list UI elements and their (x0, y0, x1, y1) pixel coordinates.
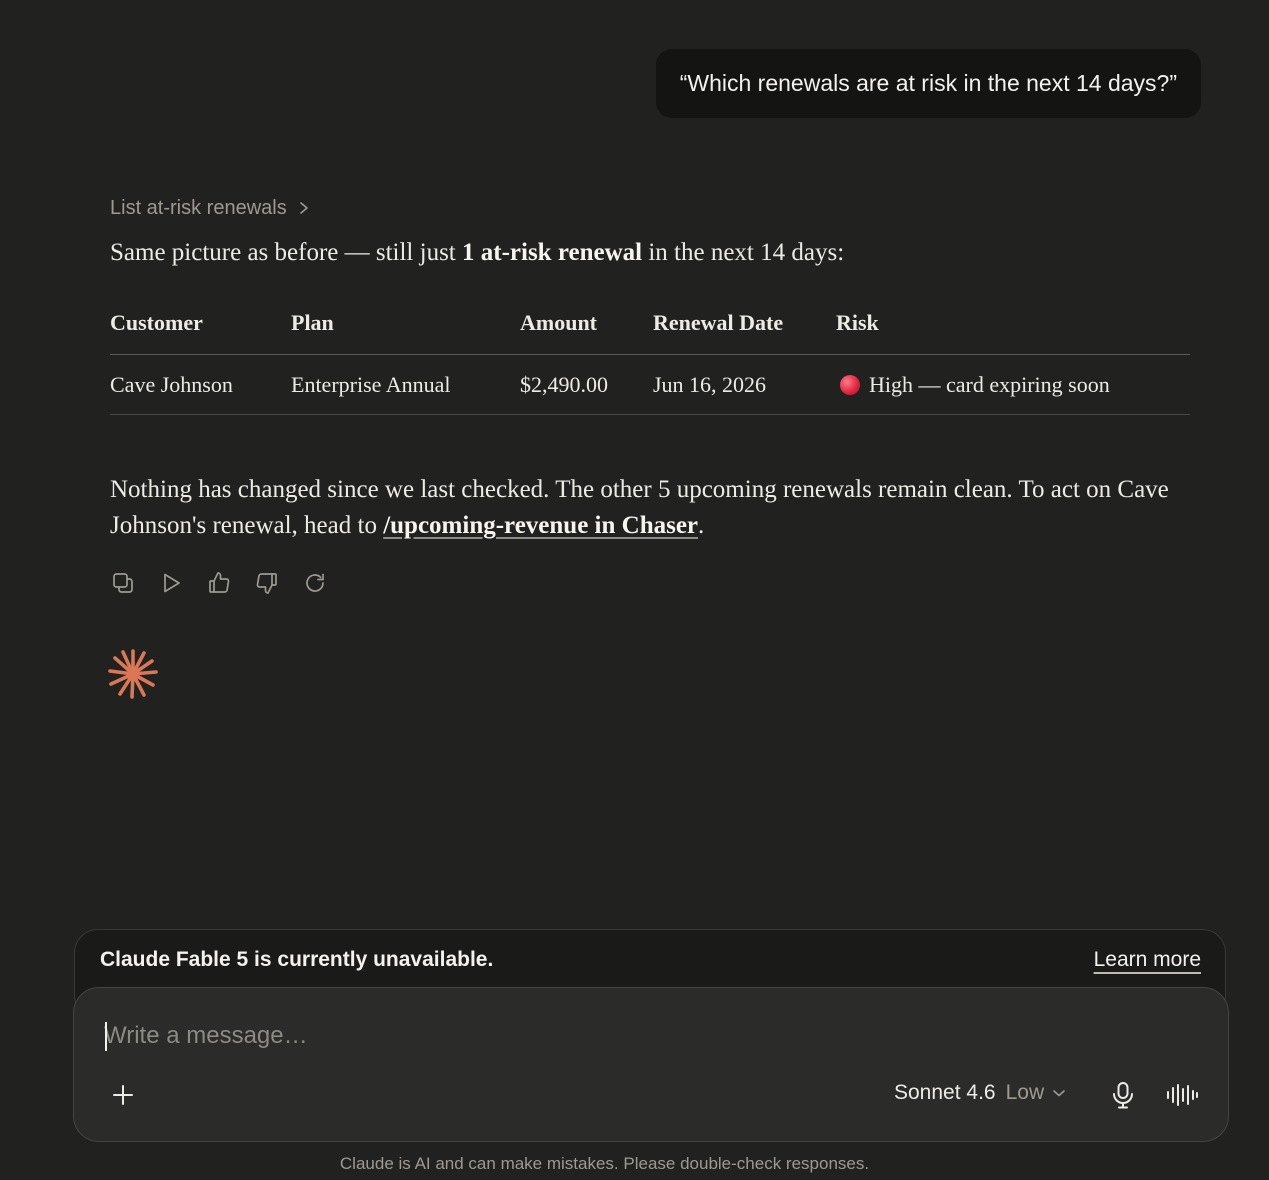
cell-risk (836, 355, 1190, 415)
risk-text: High — card expiring soon (869, 371, 1110, 397)
chevron-down-icon (1052, 1088, 1066, 1098)
intro-bold: 1 at-risk renewal (462, 239, 643, 266)
table-row (110, 355, 1190, 415)
assistant-message (110, 190, 1190, 596)
retry-icon (303, 571, 327, 595)
copy-icon (111, 571, 135, 595)
copy-button[interactable] (110, 570, 136, 596)
user-message-bubble (656, 49, 1201, 118)
thumbs-down-icon (255, 571, 279, 595)
red-circle-icon (840, 375, 860, 395)
plus-icon (111, 1083, 135, 1107)
banner-text: Claude Fable 5 is currently unavailable. (100, 948, 494, 971)
column-header-customer: Customer (110, 292, 291, 355)
claude-spark-icon (108, 649, 158, 699)
column-header-amount: Amount (520, 292, 653, 355)
cell-customer: Cave Johnson (110, 355, 291, 415)
column-header-risk: Risk (836, 292, 1190, 355)
voice-mode-icon[interactable] (1166, 1083, 1198, 1107)
play-icon (159, 571, 183, 595)
read-aloud-button[interactable] (158, 570, 184, 596)
paragraph-before: Nothing has changed since we last checked. The other 5 upcoming renewals remain clean. To act on Cave Johnson's renewal, head to (110, 476, 1169, 539)
effort-level: Low (1005, 1081, 1045, 1104)
thumbs-down-button[interactable] (254, 570, 280, 596)
cell-amount: $2,490.00 (520, 355, 653, 415)
thumbs-up-button[interactable] (206, 570, 232, 596)
add-attachment-button[interactable] (108, 1080, 138, 1110)
table-header-row (110, 292, 1190, 355)
learn-more-link[interactable]: Learn more (1093, 948, 1201, 971)
summary-paragraph (110, 472, 1190, 544)
renewals-table (110, 292, 1190, 415)
tool-call-toggle[interactable] (110, 190, 1190, 226)
chevron-right-icon (299, 201, 309, 215)
intro-after: in the next 14 days: (642, 239, 845, 266)
retry-button[interactable] (302, 570, 328, 596)
message-input[interactable] (104, 1016, 1104, 1056)
message-actions (110, 570, 1190, 596)
cell-plan: Enterprise Annual (291, 355, 520, 415)
column-header-renewal-date: Renewal Date (653, 292, 836, 355)
tool-call-label: List at-risk renewals (110, 196, 287, 219)
message-composer (73, 987, 1229, 1142)
paragraph-after: . (698, 512, 705, 539)
model-name: Sonnet 4.6 (894, 1081, 996, 1104)
text-caret (105, 1022, 107, 1051)
intro-before: Same picture as before — still just (110, 239, 463, 266)
user-message-text: “Which renewals are at risk in the next 14 days?” (679, 70, 1177, 96)
disclaimer-text: Claude is AI and can make mistakes. Please double-check responses. (339, 1154, 870, 1173)
model-selector[interactable] (894, 1081, 1066, 1105)
upcoming-revenue-link[interactable]: /upcoming-revenue in Chaser (383, 512, 699, 539)
microphone-icon[interactable] (1110, 1081, 1136, 1109)
thumbs-up-icon (207, 571, 231, 595)
intro-text (110, 236, 1190, 270)
column-header-plan: Plan (291, 292, 520, 355)
cell-renewal-date: Jun 16, 2026 (653, 355, 836, 415)
